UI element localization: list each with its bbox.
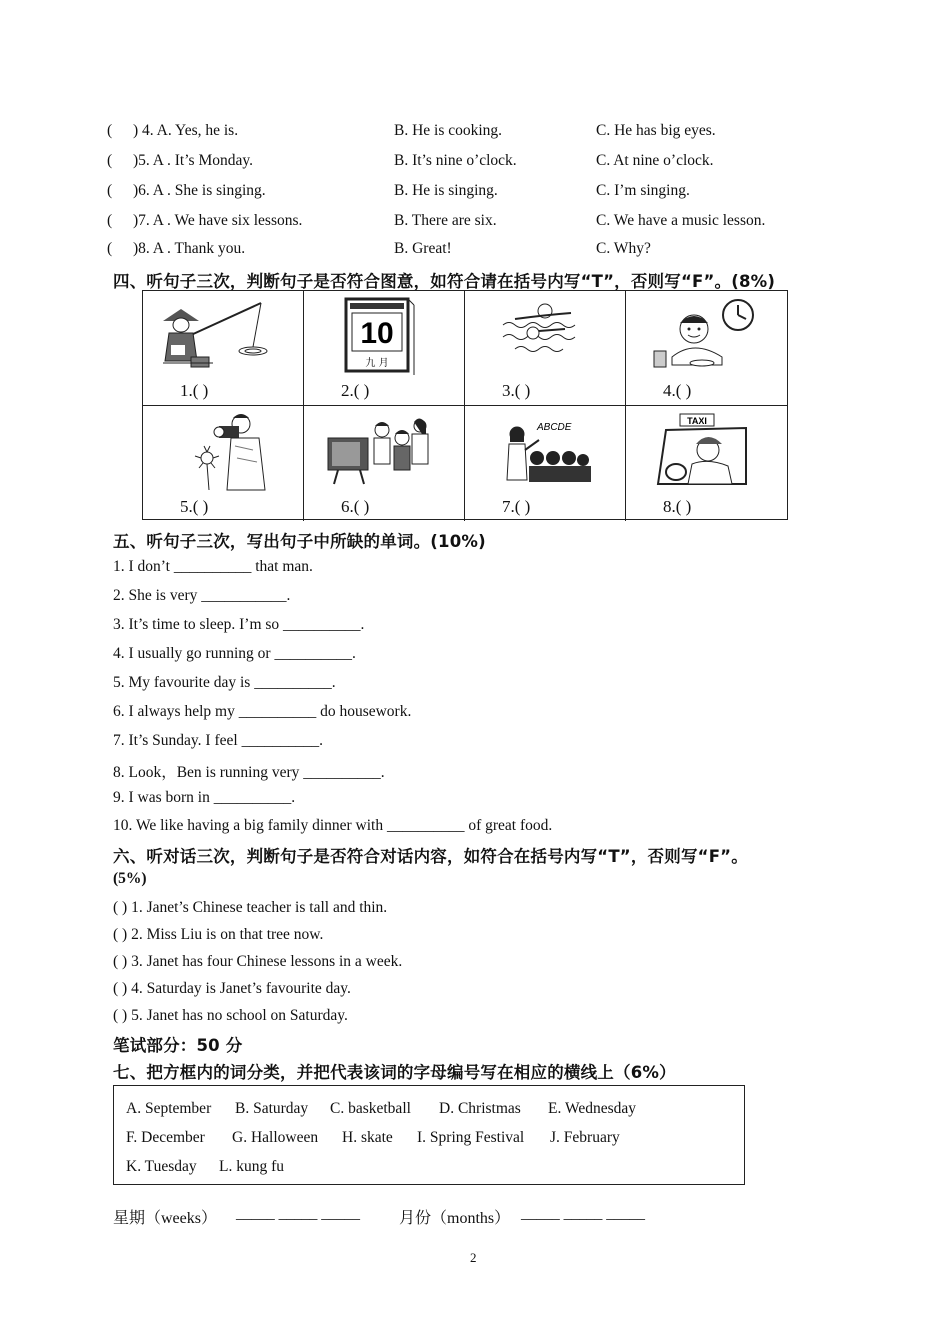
word-option: H. skate [342,1129,393,1146]
fill-blank-item: 2. She is very ___________. [113,587,291,604]
weeks-label: 星期（weeks） [113,1210,217,1227]
question-option-a: ) 4. A. Yes, he is. [133,122,239,139]
word-box [113,1085,745,1185]
section7-title: 七、把方框内的词分类，并把代表该词的字母编号写在相应的横线上（6%） [113,1063,676,1082]
picture-label: 8.( ) [663,497,692,516]
picture-cell [465,291,626,406]
question-option-b: B. It’s nine o’clock. [394,152,517,169]
question-option-c: C. I’m singing. [596,182,690,199]
picture-cell [304,406,465,521]
class-teacher-icon [475,410,595,492]
section5-title: 五、听句子三次，写出句子中所缺的单词。(10%) [113,532,486,551]
question-option-c: C. At nine o’clock. [596,152,714,169]
word-option: A. September [126,1100,212,1117]
fishing-man-icon [153,295,273,377]
picture-label: 2.( ) [341,381,370,400]
word-option: F. December [126,1129,205,1146]
picture-label: 4.( ) [663,381,692,400]
paren: ( [107,212,113,229]
months-blanks: _____ _____ _____ [521,1205,645,1222]
question-option-b: B. There are six. [394,212,497,229]
fill-blank-item: 1. I don’t __________ that man. [113,558,313,575]
question-option-c: C. He has big eyes. [596,122,716,139]
swimming-icon [475,295,595,377]
boy-eating-clock-icon [636,295,756,377]
picture-grid [142,290,788,520]
question-option-b: B. Great! [394,240,452,257]
word-option: D. Christmas [439,1100,521,1117]
paren: ( [107,152,113,169]
fill-blank-item: 3. It’s time to sleep. I’m so __________. [113,616,365,633]
fill-blank-item: 5. My favourite day is __________. [113,674,336,691]
picture-cell [626,291,787,406]
fill-blank-item: 4. I usually go running or __________. [113,645,356,662]
picture-label: 7.( ) [502,497,531,516]
taxi-driver-icon [636,410,756,492]
picture-label: 1.( ) [180,381,209,400]
question-option-c: C. We have a music lesson. [596,212,766,229]
question-option-a: )6. A . She is singing. [133,182,266,199]
taxi-sign: TAXI [687,416,707,426]
question-option-a: )8. A . Thank you. [133,240,246,257]
section6-score: (5%) [113,870,147,887]
calendar-number: 10 [360,317,394,350]
word-option: J. February [550,1129,620,1146]
judge-item: ( ) 2. Miss Liu is on that tree now. [113,926,324,943]
word-option: B. Saturday [235,1100,309,1117]
question-option-c: C. Why? [596,240,651,257]
section4-title: 四、听句子三次，判断句子是否符合图意，如符合请在括号内写“T”，否则写“F”。(8%) [113,272,776,291]
picture-label: 3.( ) [502,381,531,400]
children-tv-icon [314,410,434,492]
page-number: 2 [470,1250,477,1265]
paren: ( [107,182,113,199]
calendar-icon [314,295,434,377]
board-text: ABCDE [537,422,572,433]
question-option-b: B. He is cooking. [394,122,503,139]
fill-blank-item: 7. It’s Sunday. I feel __________. [113,732,323,749]
paren: ( [107,240,113,257]
picture-cell [143,406,304,521]
picture-label: 6.( ) [341,497,370,516]
word-option: K. Tuesday [126,1158,197,1175]
judge-item: ( ) 5. Janet has no school on Saturday. [113,1007,348,1024]
fill-blank-item: 9. I was born in __________. [113,789,296,806]
section6-title: 六、听对话三次，判断句子是否符合对话内容，如符合在括号内写“T”，否则写“F”。 [113,847,748,866]
judge-item: ( ) 3. Janet has four Chinese lessons in a week. [113,953,403,970]
months-label: 月份（months） [399,1210,511,1227]
word-option: C. basketball [330,1100,411,1117]
picture-cell [465,406,626,521]
question-option-b: B. He is singing. [394,182,498,199]
paren: ( [107,122,113,139]
fill-blank-item: 10. We like having a big family dinner with __________ of great food. [113,817,553,834]
question-option-a: )7. A . We have six lessons. [133,212,303,229]
word-option: L. kung fu [219,1158,285,1175]
picture-cell [143,291,304,406]
judge-item: ( ) 1. Janet’s Chinese teacher is tall and thin. [113,899,388,916]
fill-blank-item: 6. I always help my __________ do housework. [113,703,412,720]
written-part-title: 笔试部分：50 分 [113,1036,243,1055]
word-option: G. Halloween [232,1129,319,1146]
calendar-month: 九 月 [365,358,389,369]
question-option-a: )5. A . It’s Monday. [133,152,253,169]
word-option: I. Spring Festival [417,1129,525,1146]
judge-item: ( ) 4. Saturday is Janet’s favourite day. [113,980,351,997]
picture-label: 5.( ) [180,497,209,516]
picture-cell [626,406,787,521]
word-option: E. Wednesday [548,1100,636,1117]
fill-blank-item: 8. Look，Ben is running very __________. [113,764,385,781]
weeks-blanks: _____ _____ _____ [236,1205,360,1222]
picture-cell [304,291,465,406]
camera-man-icon [153,410,273,492]
